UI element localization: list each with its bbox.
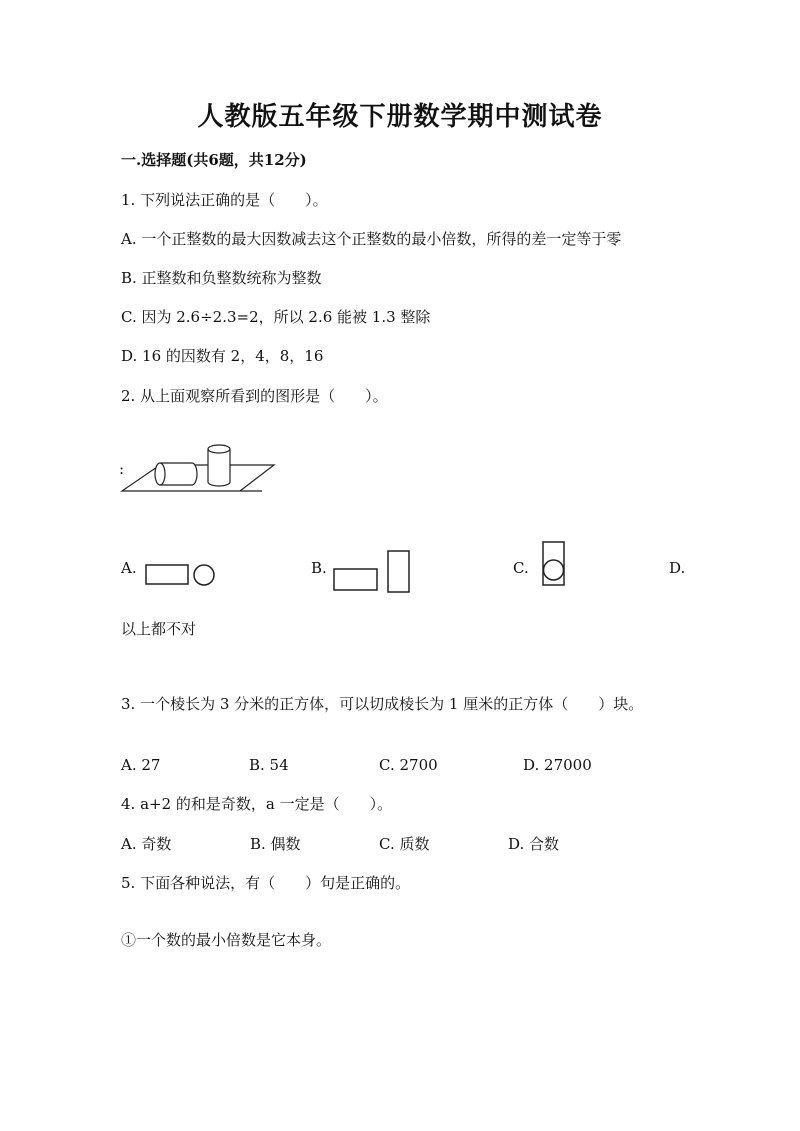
q4-option-a: A. 奇数 (121, 835, 172, 853)
q2-option-d-text: 以上都不对 (121, 620, 197, 638)
q4-stem: 4. a+2 的和是奇数，a 一定是（ ）。 (121, 795, 393, 813)
q2-option-d: D. (669, 559, 686, 577)
q4-option-b: B. 偶数 (250, 835, 301, 853)
q3-option-b: B. 54 (249, 756, 289, 774)
q5-stem: 5. 下面各种说法，有（ ）句是正确的。 (121, 874, 411, 892)
q3-option-c: C. 2700 (379, 756, 438, 774)
q3-stem: 3. 一个棱长为 3 分米的正方体，可以切成棱长为 1 厘米的正方体（ ）块。 (121, 695, 644, 713)
q3-option-a: A. 27 (121, 756, 161, 774)
q1-option-d: D. 16 的因数有 2，4，8，16 (121, 347, 324, 365)
q4-option-d: D. 合数 (508, 835, 560, 853)
q2-option-c: C. (513, 559, 529, 577)
q1-option-a: A. 一个正整数的最大因数减去这个正整数的最小倍数，所得的差一定等于零 (121, 230, 622, 248)
q2-solids-figure (120, 438, 280, 498)
q2-option-b: B. (311, 559, 327, 577)
q1-option-c: C. 因为 2.6÷2.3=2，所以 2.6 能被 1.3 整除 (121, 308, 431, 326)
q2-figure-mark: : (119, 460, 125, 478)
q2-option-b-figure (333, 550, 413, 595)
q1-stem: 1. 下列说法正确的是（ ）。 (121, 191, 328, 209)
q1-option-b: B. 正整数和负整数统称为整数 (121, 269, 322, 287)
q2-stem: 2. 从上面观察所看到的图形是（ ）。 (121, 387, 388, 405)
q5-statement-1: ①一个数的最小倍数是它本身。 (121, 931, 332, 949)
section-heading: 一.选择题(共6题，共12分) (121, 151, 307, 169)
q4-option-c: C. 质数 (379, 835, 430, 853)
q3-option-d: D. 27000 (523, 756, 592, 774)
q2-option-c-figure (541, 541, 569, 589)
page-title: 人教版五年级下册数学期中测试卷 (197, 102, 603, 132)
q2-option-a-figure (145, 563, 220, 588)
q2-option-a: A. (121, 559, 137, 577)
